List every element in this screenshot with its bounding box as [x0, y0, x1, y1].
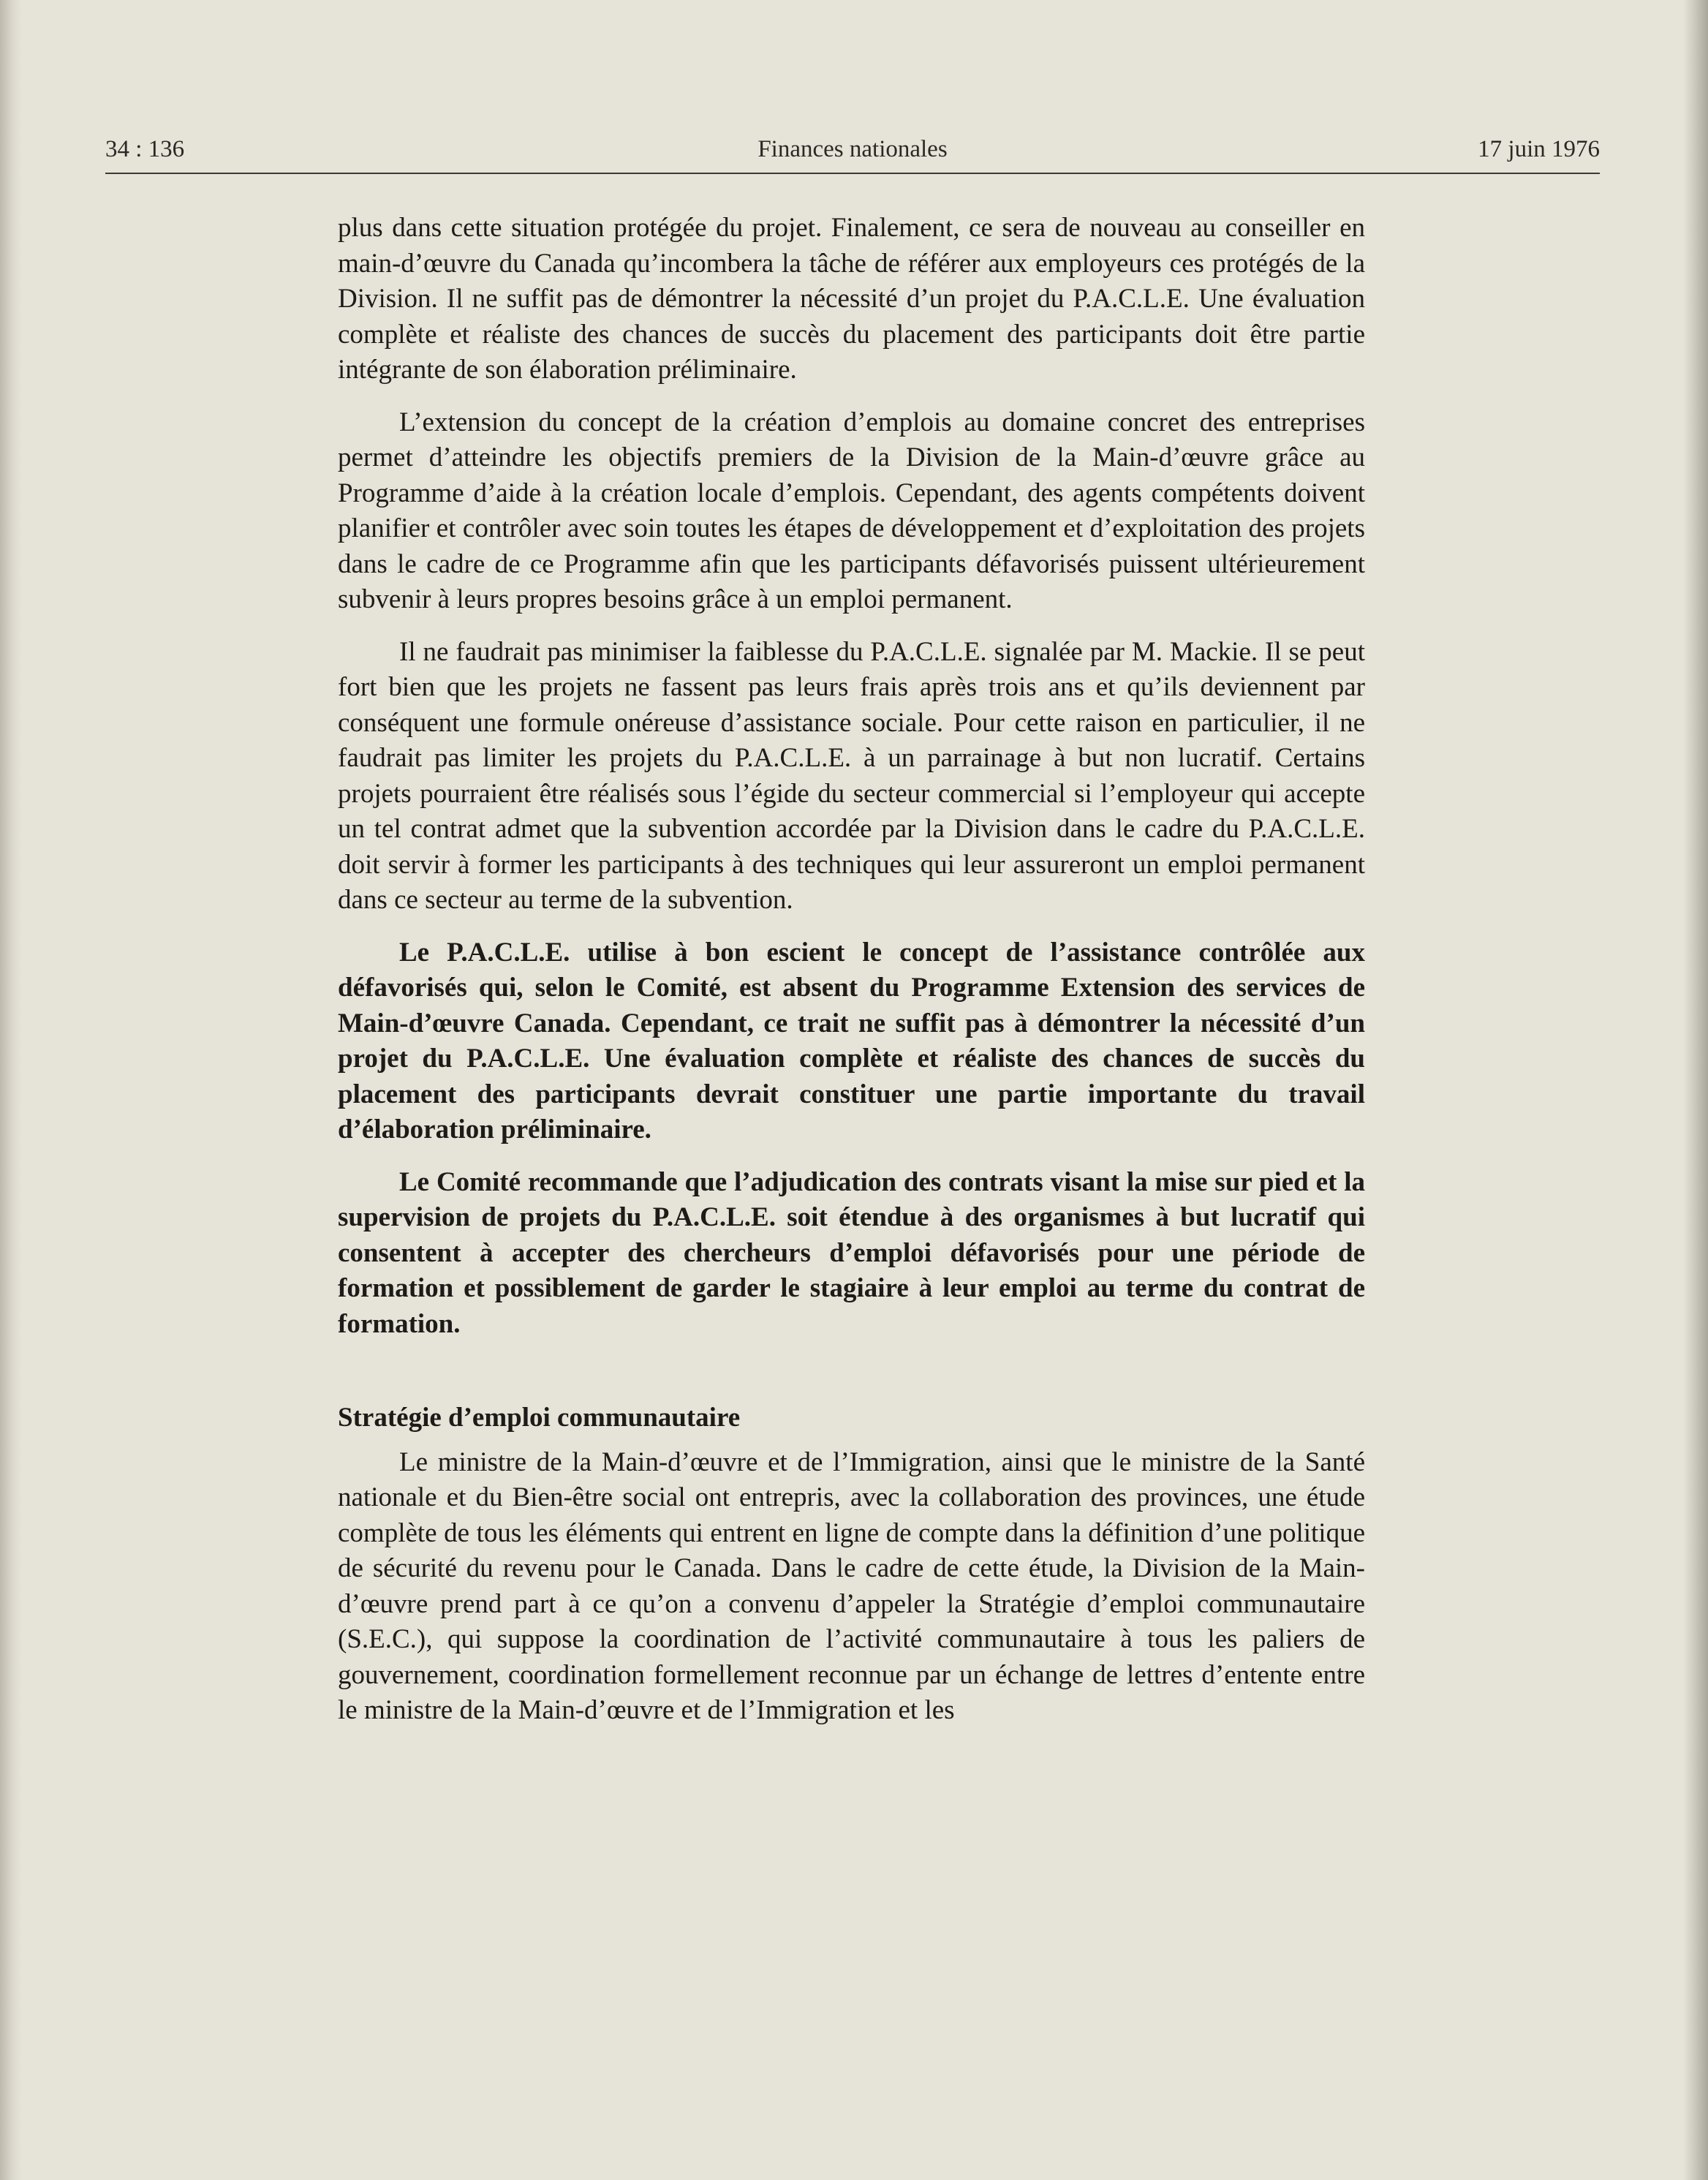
paragraph-strategy: Le ministre de la Main-d’œuvre et de l’Immigration, ainsi que le ministre de la Santé nationale et du Bien-être social ont entrepris, avec la collaboration des provinces, une étude complète de tous les éléments qui entrent en ligne de compte dans la définition d’une politique de sécurité du revenu pour le Canada. Dans le cadre de cette étude, la Division de la Main-d’œuvre prend part à ce qu’on a convenu d’appeler la Stratégie d’emploi communautaire (S.E.C.), qui suppose la coordination de l’activité communautaire à tous les paliers de gouvernement, coordination formellement reconnue par un échange de lettres d’entente entre le ministre de la Main-d’œuvre et de l’Immigration et les	[338, 1447, 1365, 1725]
header-rule	[105, 173, 1600, 174]
page-edge-left	[0, 0, 22, 2180]
paragraph-weakness: Il ne faudrait pas minimiser la faiblesse du P.A.C.L.E. signalée par M. Mackie. Il se peut fort bien que les projets ne fassent pas leurs frais après trois ans et qu’ils deviennent par conséquent une formule onéreuse d’assistance sociale. Pour cette raison en particulier, il ne faudrait pas limiter les projets du P.A.C.L.E. à un parrainage à but non lucratif. Certains projets pourraient être réalisés sous l’égide du secteur commercial si l’employeur qui accepte un tel contrat admet que la subvention accordée par la Division dans le cadre du P.A.C.L.E. doit servir à former les participants à des techniques qui leur assureront un emploi permanent dans ce secteur au terme de la subvention.	[338, 636, 1365, 915]
page-edge-right	[1683, 0, 1708, 2180]
paragraph-continued: plus dans cette situation protégée du projet. Finalement, ce sera de nouveau au conseiller en main-d’œuvre du Canada qu’incombera la tâche de référer aux employeurs ces protégés de la Division. Il ne suffit pas de démontrer la nécessité d’un projet du P.A.C.L.E. Une évaluation complète et réaliste des chances de succès du placement des participants doit être partie intégrante de son élaboration préliminaire.	[338, 213, 1365, 385]
running-head	[105, 130, 1600, 171]
journal-title: Finances nationales	[757, 136, 948, 162]
section-heading: Stratégie d’emploi communautaire	[338, 1403, 741, 1433]
paragraph-job-creation: L’extension du concept de la création d’emplois au domaine concret des entreprises permet d’atteindre les objectifs premiers de la Division de la Main-d’œuvre grâce au Programme d’aide à la création locale d’emplois. Cependant, des agents compétents doivent planifier et contrôler avec soin toutes les étapes de développement et d’exploitation des projets dans le cadre de ce Programme afin que les participants défavorisés puissent ultérieurement subvenir à leurs propres besoins grâce à un emploi permanent.	[338, 407, 1365, 614]
body-text	[338, 211, 1365, 1729]
committee-recommendation: Le Comité recommande que l’adjudication des contrats visant la mise sur pied et la supervision de projets du P.A.C.L.E. soit étendue à des organismes à but lucratif qui consentent à accepter des chercheurs d’emploi défavorisés pour une période de formation et possiblement de garder le stagiaire à leur emploi au terme du contrat de formation.	[338, 1166, 1365, 1339]
issue-date: 17 juin 1976	[1478, 136, 1600, 162]
page-number: 34 : 136	[105, 136, 185, 162]
committee-finding: Le P.A.C.L.E. utilise à bon escient le concept de l’assistance contrôlée aux défavorisés qui, selon le Comité, est absent du Programme Extension des services de Main-d’œuvre Canada. Cependant, ce trait ne suffit pas à démontrer la nécessité d’un projet du P.A.C.L.E. Une évaluation complète et réaliste des chances de succès du placement des participants devrait constituer une partie importante du travail d’élaboration préliminaire.	[338, 937, 1365, 1144]
